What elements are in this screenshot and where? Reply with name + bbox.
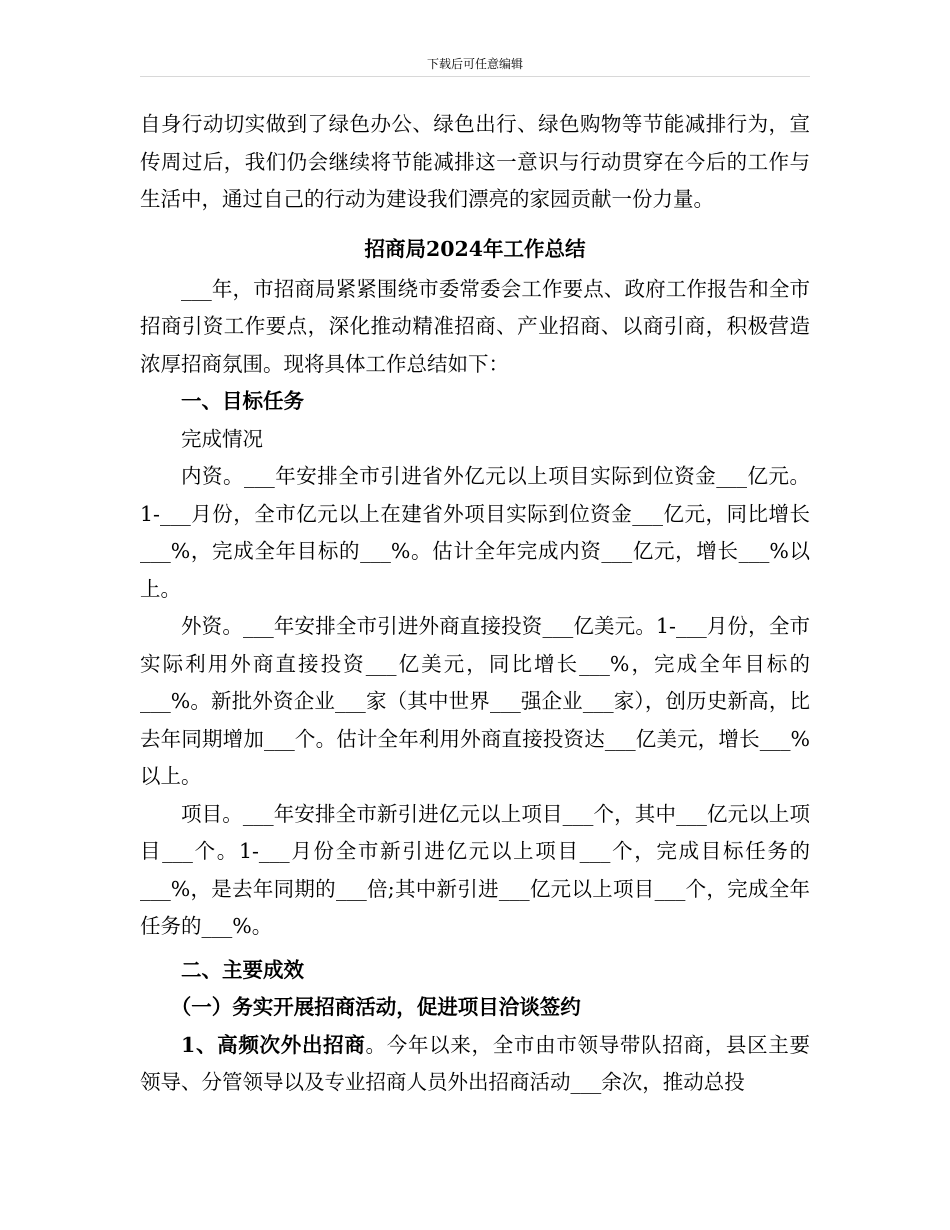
section1-heading: 一、目标任务 <box>181 389 304 413</box>
page-header: 下载后可任意编辑 <box>426 57 523 71</box>
item1-label: 1、高频次外出招商 <box>181 1032 366 1057</box>
item1-text: 。今年以来，全市由市领导带队招商，县区主要领导、分管领导以及专业招商人员外出招商活动___余次，推动总投 <box>140 1032 811 1094</box>
header-divider <box>140 76 810 77</box>
projects-paragraph: 项目。___年安排全市新引进亿元以上项目___个，其中___亿元以上项目___个。1-___月份全市新引进亿元以上项目___个，完成目标任务的___%，是去年同期的___倍;其中新引进___亿元以上项目___个，完成全年任务的___%。 <box>140 801 810 938</box>
section2-heading: 二、主要成效 <box>181 957 304 982</box>
intro-paragraph: 自身行动切实做到了绿色办公、绿色出行、绿色购物等节能减排行为，宣传周过后，我们仍会继续将节能减排这一意识与行动贯穿在今后的工作与生活中，通过自己的行动为建设我们漂亮的家园贡献一份力量。 <box>140 112 810 211</box>
section1-subheading: 完成情况 <box>181 426 263 451</box>
domestic-capital-paragraph: 内资。___年安排全市引进省外亿元以上项目实际到位资金___亿元。1-___月份，全市亿元以上在建省外项目实际到位资金___亿元，同比增长___%，完成全年目标的___%。估计全年完成内资___亿元，增长___%以上。 <box>140 464 810 601</box>
summary-paragraph: ___年，市招商局紧紧围绕市委常委会工作要点、政府工作报告和全市招商引资工作要点，深化推动精准招商、产业招商、以商引商，积极营造浓厚招商氛围。现将具体工作总结如下： <box>140 276 810 376</box>
document-body <box>140 106 810 1102</box>
foreign-capital-paragraph: 外资。___年安排全市引进外商直接投资___亿美元。1-___月份，全市实际利用外商直接投资___亿美元，同比增长___%，完成全年目标的___%。新批外资企业___家（其中世界___强企业___家），创历史新高，比去年同期增加___个。估计全年利用外商直接投资达___亿美元，增长___%以上。 <box>140 614 810 788</box>
item1-paragraph <box>140 1027 810 1102</box>
section2-subheading: （一）务实开展招商活动，促进项目洽谈签约 <box>170 995 581 1019</box>
document-title: 招商局2024年工作总结 <box>364 236 586 261</box>
